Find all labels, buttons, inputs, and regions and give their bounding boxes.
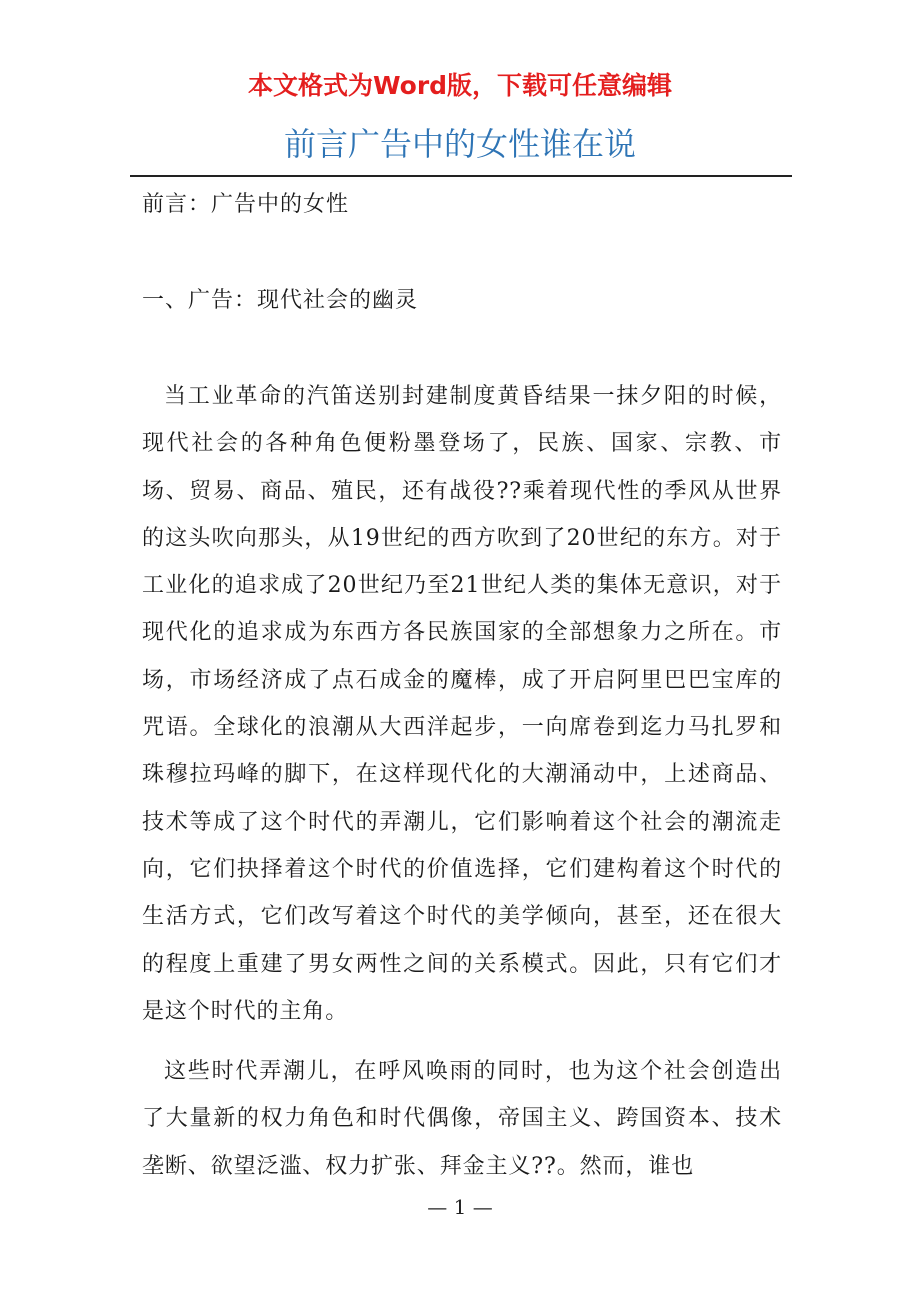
section-heading: 一、广告：现代社会的幽灵 — [142, 288, 419, 313]
download-notice: 本文格式为Word版，下载可任意编辑 — [247, 71, 673, 100]
document-title: 前言广告中的女性谁在说 — [283, 125, 636, 163]
paragraph-2: 这些时代弄潮儿，在呼风唤雨的同时，也为这个社会创造出了大量新的权力角色和时代偶像，帝国主义、跨国资本、技术垄断、欲望泛滥、权力扩张、拜金主义??。然而，谁也 — [142, 1059, 782, 1179]
paragraph-1: 当工业革命的汽笛送别封建制度黄昏结果一抹夕阳的时候，现代社会的各种角色便粉墨登场了，民族、国家、宗教、市场、贸易、商品、殖民，还有战役??乘着现代性的季风从世界的这头吹向那头，从19世纪的西方吹到了20世纪的东方。对于工业化的追求成了20世纪乃至21世纪人类的集体无意识，对于现代化的追求成为东西方各民族国家的全部想象力之所在。市场，市场经济成了点石成金的魔棒，成了开启阿里巴巴宝库的咒语。全球化的浪潮从大西洋起步，一向席卷到迄力马扎罗和珠穆拉玛峰的脚下，在这样现代化的大潮涌动中，上述商品、技术等成了这个时代的弄潮儿，它们影响着这个社会的潮流走向，它们抉择着这个时代的价值选择，它们建构着这个时代的生活方式，它们改写着这个时代的美学倾向，甚至，还在很大的程度上重建了男女两性之间的关系模式。因此，只有它们才是这个时代的主角。 — [142, 384, 782, 1024]
title-divider — [130, 175, 792, 177]
subheading: 前言：广告中的女性 — [142, 192, 350, 217]
page-number: — 1 — — [427, 1195, 493, 1219]
